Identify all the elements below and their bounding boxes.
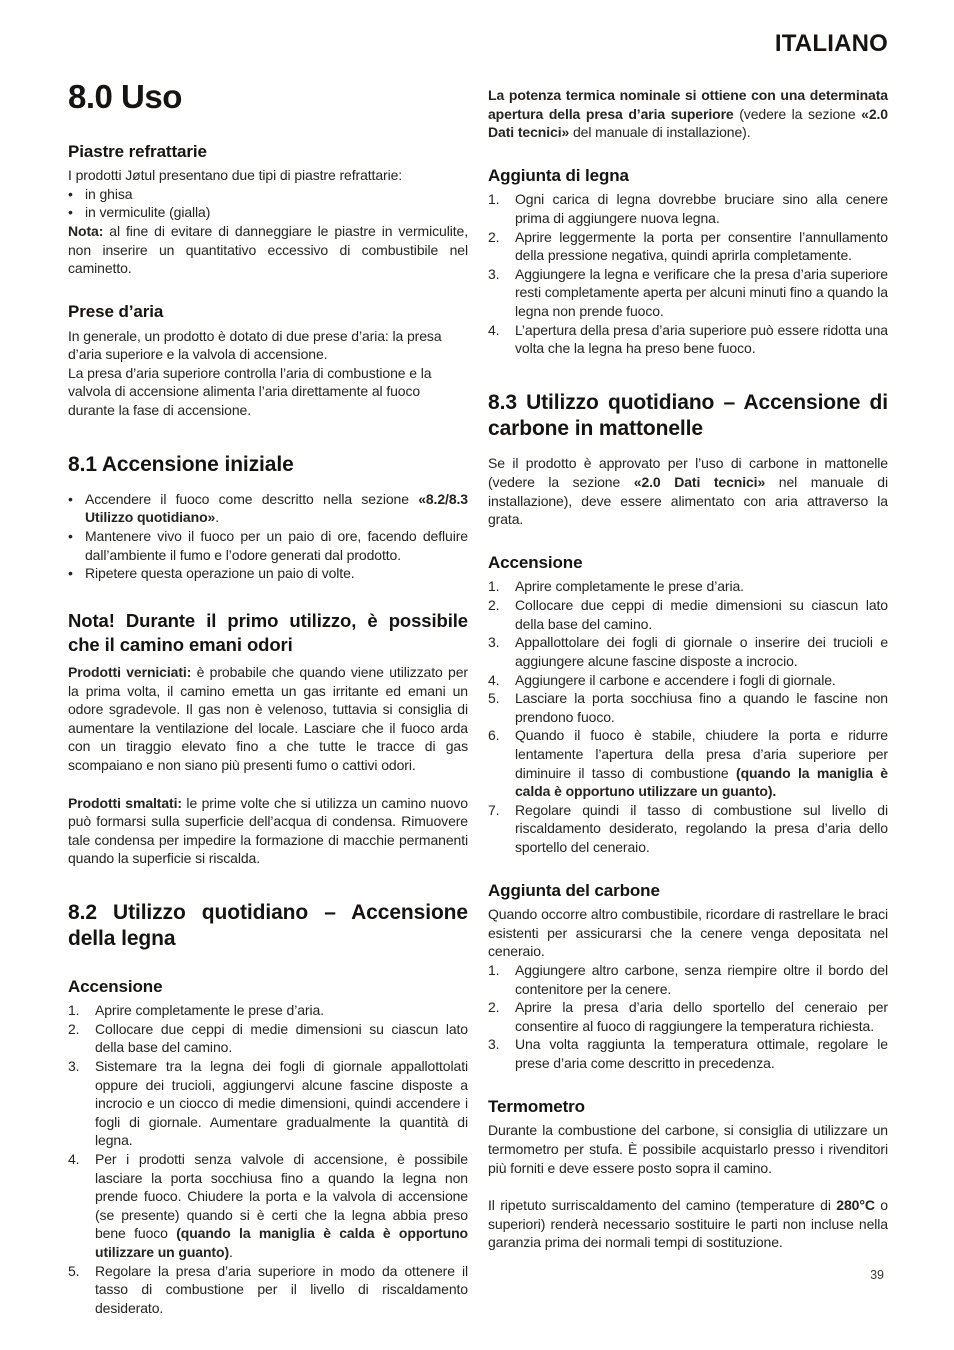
list-item [68, 203, 468, 222]
list-item-text [515, 1035, 888, 1072]
text-run: le prime volte che si utilizza un camino nuovo può formarsi sulla superficie dell’acqua di condensa. Rimuovere tale condensa per impedire la formazione di macchie permanenti quando la superficie si riscalda. [68, 794, 468, 867]
list-item-text [95, 1262, 468, 1318]
paragraph [488, 905, 888, 961]
paragraph [488, 86, 888, 142]
section-heading: 8.3 Utilizzo quotidiano – Accensione di carbone in mattonelle [488, 390, 888, 441]
text-run: del manuale di installazione). [569, 124, 751, 141]
number-marker: 1. [488, 578, 500, 595]
bullet-marker: • [68, 490, 73, 507]
paragraph-spacer [488, 1177, 888, 1196]
list-item [488, 596, 888, 633]
text-run: nel manuale di installazione), deve essere alimentato con aria attraverso la grata. [488, 474, 888, 528]
paragraph [68, 794, 468, 868]
list-item [488, 265, 888, 321]
list-item-text [515, 961, 888, 998]
list-item [488, 633, 888, 670]
left-column [68, 80, 468, 1318]
heading-heading: Aggiunta del carbone [488, 880, 660, 900]
bullet-list [68, 490, 468, 583]
bullet-marker: • [68, 565, 73, 582]
bullet-marker: • [68, 185, 73, 202]
bullet-marker: • [68, 528, 73, 545]
paragraph [68, 663, 468, 775]
list-item [488, 190, 888, 227]
bullet-list [68, 185, 468, 222]
list-item-text [515, 633, 888, 670]
paragraph [68, 166, 468, 185]
number-marker: 1. [488, 962, 500, 979]
text-run: I prodotti Jøtul presentano due tipi di piastre refrattarie: [68, 167, 403, 184]
language-header: ITALIANO [774, 30, 888, 57]
text-run: Aprire completamente le prese d’aria. [95, 1002, 324, 1019]
list-item-text [515, 689, 888, 726]
paragraph [488, 1196, 888, 1252]
number-marker: 2. [488, 228, 500, 245]
bold-text-run: Nota: [68, 223, 104, 240]
list-item [68, 1150, 468, 1262]
bold-text-run: «2.0 Dati tecnici» [633, 474, 766, 491]
text-run: Se il prodotto è approvato per l’uso di carbone in mattonelle (vedere la sezione [488, 455, 888, 491]
list-item-text [95, 1057, 468, 1150]
bold-text-run: Prodotti smaltati: [68, 794, 182, 811]
list-item [488, 228, 888, 265]
list-item-text [85, 490, 468, 527]
text-run: Sistemare tra la legna dei fogli di giornale appallottolati oppure dei trucioli, aggiungervi alcune fascine disposte a incrocio e un ciocco di medie dimensioni, quindi accendere i fogli di giornale. Aumentare gradualmente la quantità di legna. [95, 1057, 468, 1149]
list-item-text [515, 801, 888, 857]
text-run: Una volta raggiunta la temperatura ottimale, regolare le prese d’aria come descritto in precedenza. [515, 1036, 888, 1072]
list-item-text [515, 596, 888, 633]
text-run: Regolare la presa d’aria superiore in modo da ottenere il tasso di combustione per il livello di riscaldamento desiderato. [95, 1262, 468, 1316]
text-run: al fine di evitare di danneggiare le piastre in vermiculite, non inserire un quantitativo eccessivo di combustibile nel caminetto. [68, 223, 468, 277]
text-run: . [229, 1244, 233, 1261]
number-marker: 4. [68, 1151, 80, 1168]
text-run: Aggiungere altro carbone, senza riempire oltre il bordo del contenitore per la cenere. [515, 962, 888, 997]
section-heading: 8.2 Utilizzo quotidiano – Accensione della legna [68, 901, 468, 951]
list-item [488, 961, 888, 998]
number-marker: 2. [488, 597, 500, 614]
text-run: La presa d’aria superiore controlla l’aria di combustione e la valvola di accensione alimenta l’aria direttamente al fuoco durante la fase di accensione. [68, 364, 432, 418]
list-item-text [515, 726, 888, 800]
document-title: 8.0 Uso [68, 78, 182, 115]
number-marker: 1. [68, 1002, 80, 1019]
list-item [68, 1001, 468, 1020]
number-marker: 2. [488, 999, 500, 1016]
list-item-text [515, 265, 888, 321]
list-item [488, 321, 888, 358]
text-run: Appallottolare dei fogli di giornale o inserire dei trucioli e aggiungere alcune fascine disposte a incrocio. [515, 634, 888, 669]
bold-text-run: La potenza termica nominale si ottiene con una determinata apertura della presa d’aria superiore [488, 87, 888, 122]
list-item [488, 1035, 888, 1072]
text-run: L’apertura della presa d’aria superiore può essere ridotta una volta che la legna ha preso bene fuoco. [515, 321, 888, 357]
number-marker: 3. [488, 265, 500, 282]
bold-text-run: Prodotti verniciati: [68, 663, 192, 680]
list-item [488, 577, 888, 596]
text-run: (vedere la sezione [739, 105, 862, 122]
text-run: Quando il fuoco è stabile, chiudere la porta e ridurre lentamente l’apertura della presa d’aria superiore per diminuire il tasso di combustione [515, 727, 888, 781]
text-run: Il ripetuto surriscaldamento del camino (temperature di [488, 1197, 837, 1214]
text-run: Per i prodotti senza valvole di accensione, è possibile lasciare la porta socchiusa fino a quando la legna non prende fuoco. Chiudere la porta e la valvola di accensione (se presente) quando si è certi che la legna abbia preso bene fuoco [95, 1151, 468, 1242]
list-item-text [515, 998, 888, 1035]
paragraph [68, 222, 468, 278]
text-run: Collocare due ceppi di medie dimensioni su ciascun lato della base del camino. [95, 1020, 468, 1056]
paragraph-spacer [68, 775, 468, 794]
list-item-text [85, 185, 468, 204]
heading-heading: Piastre refrattarie [68, 141, 207, 161]
number-marker: 3. [68, 1057, 80, 1074]
subsection-heading: Nota! Durante il primo utilizzo, è possibile che il camino emani odori [68, 609, 468, 655]
text-run: Aggiungere il carbone e accendere i fogli di giornale. [515, 671, 836, 688]
number-marker: 7. [488, 801, 500, 818]
text-run: Aprire completamente le prese d’aria. [515, 578, 744, 595]
page-number: 39 [870, 1268, 884, 1282]
text-run: o superiori) renderà necessario sostituire le parti non incluse nella garanzia prima dei normali tempi di sostituzione. [488, 1197, 888, 1251]
numbered-list [488, 961, 888, 1073]
heading-heading: Accensione [68, 976, 163, 996]
bold-text-run: «2.0 Dati tecnici» [488, 105, 888, 141]
list-item [68, 527, 468, 564]
list-item [488, 671, 888, 690]
list-item-text [515, 577, 888, 596]
paragraph [68, 364, 468, 420]
list-item-text [85, 203, 468, 222]
number-marker: 4. [488, 671, 500, 688]
numbered-list [68, 1001, 468, 1317]
text-run: Aprire leggermente la porta per consentire l’annullamento della pressione negativa, quindi aprirla completamente. [515, 228, 888, 264]
list-item [488, 726, 888, 800]
text-run: in vermiculite (gialla) [85, 204, 211, 221]
text-run: Lasciare la porta socchiusa fino a quando le fascine non prendono fuoco. [515, 690, 888, 725]
list-item-text [515, 321, 888, 358]
number-marker: 6. [488, 727, 500, 744]
text-run: Quando occorre altro combustibile, ricordare di rastrellare le braci esistenti per assicurarsi che la cenere venga depositata nel ceneraio. [488, 906, 888, 960]
text-run: In generale, un prodotto è dotato di due prese d’aria: la presa d’aria superiore e la valvola di accensione. [68, 327, 442, 363]
number-marker: 3. [488, 634, 500, 651]
text-run: Aprire la presa d’aria dello sportello del ceneraio per consentire al fuoco di raggiungere la temperatura richiesta. [515, 999, 888, 1034]
bold-text-run: «8.2/8.3 Utilizzo quotidiano» [85, 490, 468, 526]
list-item [68, 564, 468, 583]
text-run: Collocare due ceppi di medie dimensioni su ciascun lato della base del camino. [515, 597, 888, 632]
text-run: è probabile che quando viene utilizzato per la prima volta, il camino emetta un gas irritante ed emani un odore sgradevole. Il gas non è velenoso, tuttavia si consiglia di aumentare la ventilazione del locale. Lasciare che il fuoco arda con un tiraggio elevato fino a che tutte le tracce di gas scompaiano e non siano più presenti fumo o cattivi odori. [68, 663, 468, 773]
heading-heading: Accensione [488, 552, 583, 572]
text-run: Ripetere questa operazione un paio di volte. [85, 565, 355, 582]
text-run: Aggiungere la legna e verificare che la presa d’aria superiore resti completamente aperta per alcuni minuti fino a quando la legna non prende fuoco. [515, 265, 888, 320]
heading-heading: Aggiunta di legna [488, 165, 629, 185]
text-run: Durante la combustione del carbone, si consiglia di utilizzare un termometro per stufa. È possibile acquistarlo presso i rivenditori più forniti e deve essere posto sopra il camino. [488, 1122, 888, 1176]
list-item [488, 998, 888, 1035]
heading-heading: Termometro [488, 1096, 585, 1116]
text-run: . [215, 509, 220, 526]
numbered-list [488, 577, 888, 856]
list-item [68, 185, 468, 204]
list-item [488, 689, 888, 726]
list-item [68, 1020, 468, 1057]
text-run: Accendere il fuoco come descritto nella sezione [85, 490, 419, 507]
list-item-text [95, 1150, 468, 1262]
number-marker: 5. [488, 690, 500, 707]
paragraph [488, 454, 888, 528]
bold-text-run: 280°C [836, 1197, 875, 1214]
number-marker: 2. [68, 1020, 80, 1037]
list-item-text [95, 1020, 468, 1057]
bold-text-run: (quando la maniglia è calda è opportuno utilizzare un guanto) [95, 1225, 468, 1261]
list-item [68, 490, 468, 527]
text-run: in ghisa [85, 185, 133, 202]
text-run: Mantenere vivo il fuoco per un paio di ore, facendo defluire dall’ambiente il fumo e l’odore generati dal prodotto. [85, 528, 468, 563]
paragraph [488, 1121, 888, 1177]
list-item-text [515, 190, 888, 227]
list-item [68, 1057, 468, 1150]
list-item [68, 1262, 468, 1318]
list-item-text [95, 1001, 468, 1020]
list-item-text [85, 564, 468, 583]
list-item-text [85, 527, 468, 564]
bold-text-run: (quando la maniglia è calda è opportuno utilizzare un guanto). [515, 764, 888, 800]
text-run: Regolare quindi il tasso di combustione sul livello di riscaldamento desiderato, regolando la presa d’aria dello sportello del ceneraio. [515, 801, 888, 855]
paragraph [68, 327, 468, 364]
list-item-text [515, 228, 888, 265]
number-marker: 1. [488, 191, 500, 208]
heading-heading: Prese d’aria [68, 301, 164, 321]
bullet-marker: • [68, 204, 73, 221]
list-item-text [515, 671, 888, 690]
number-marker: 3. [488, 1036, 500, 1053]
number-marker: 4. [488, 321, 500, 338]
numbered-list [488, 190, 888, 357]
text-run: Ogni carica di legna dovrebbe bruciare sino alla cenere prima di aggiungere nuova legna. [515, 191, 888, 227]
section-heading: 8.1 Accensione iniziale [68, 452, 294, 476]
list-item [488, 801, 888, 857]
number-marker: 5. [68, 1262, 80, 1279]
right-column [488, 86, 888, 1252]
